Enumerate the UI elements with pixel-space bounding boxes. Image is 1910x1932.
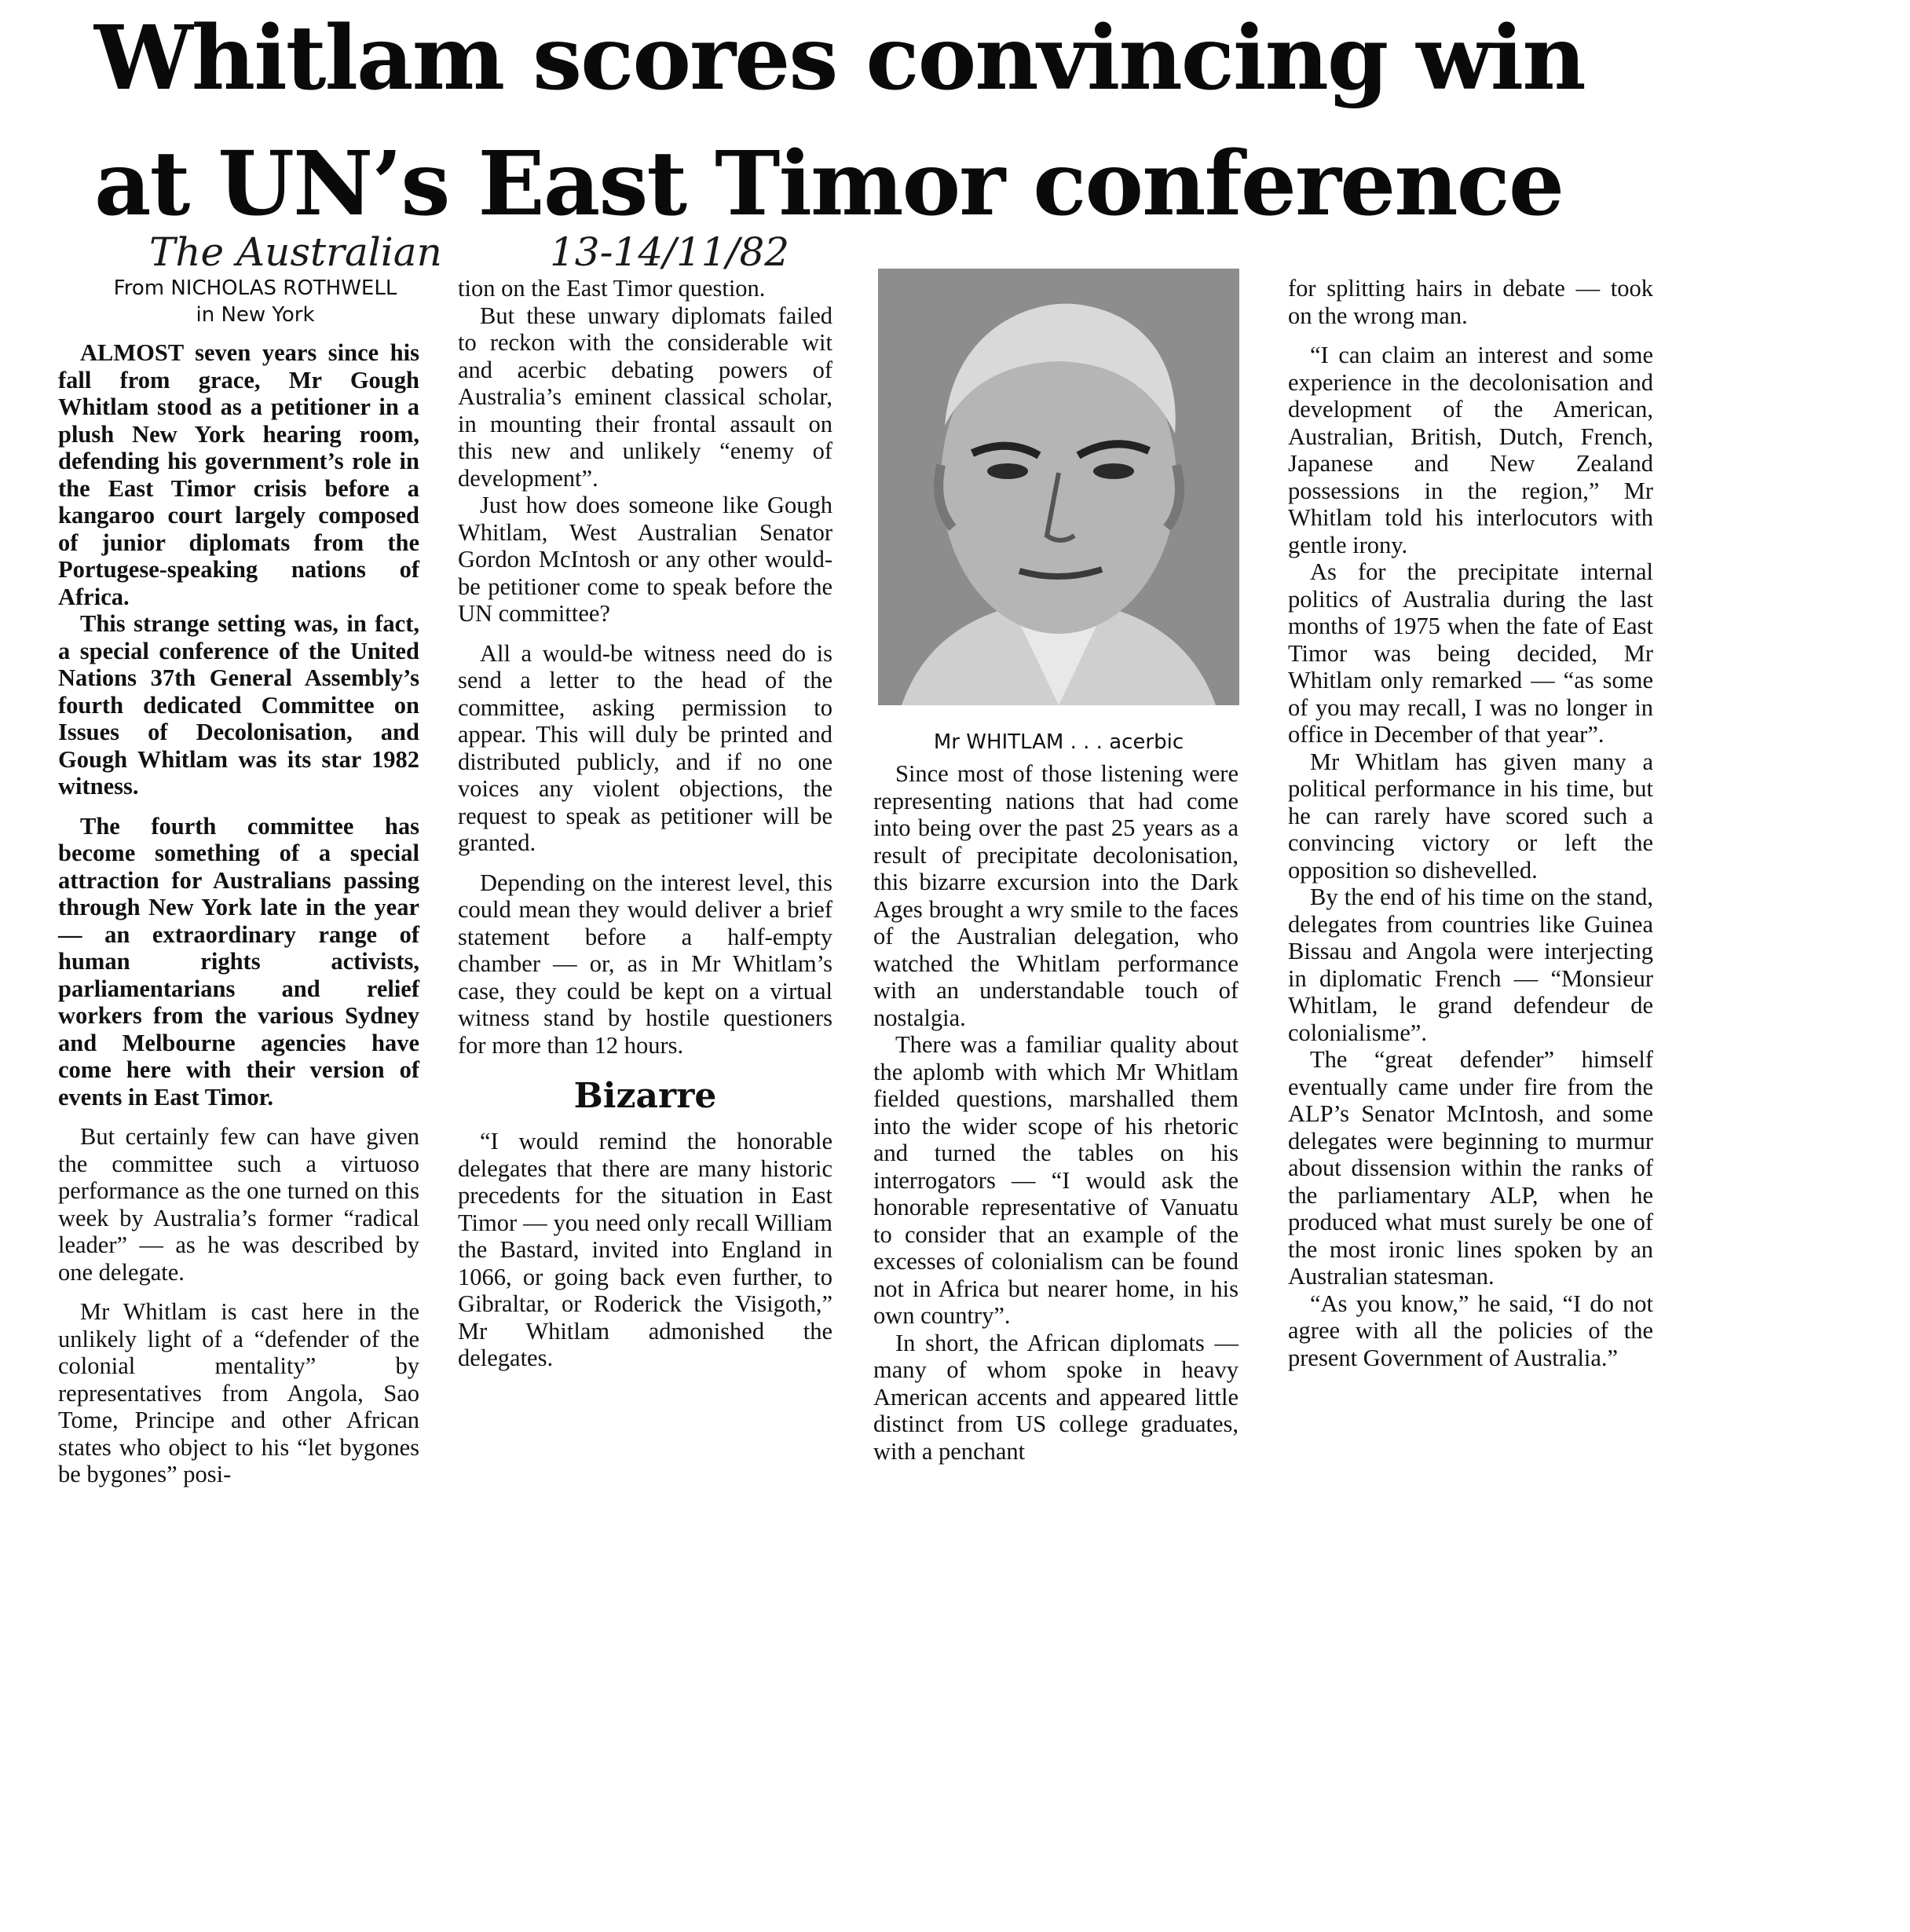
paragraph: Just how does someone like Gough Whitlam, West Australian Senator Gordon McIntosh or any other would-be petitioner come to speak before the UN committee?	[458, 492, 832, 627]
paragraph: Depending on the interest level, this could mean they would deliver a brief statement before a half-empty chamber — or, as in Mr Whitlam’s case, they could be kept on a virtual witness stand by hostile questioners for more than 12 hours.	[458, 869, 832, 1059]
paragraph: There was a familiar quality about the aplomb with which Mr Whitlam fielded questions, marshalled them into the wider scope of his rhetoric and turned the tables on his interrogators — “I would ask the honorable representative of Vanuatu to consider that an example of the excesses of colonialism can be found not in Africa but nearer home, in his own country”.	[873, 1031, 1239, 1329]
byline	[86, 275, 424, 328]
handwritten-date-note: 13-14/11/82	[550, 229, 790, 275]
paragraph: But certainly few can have given the committee such a virtuoso performance as the one turned on this week by Australia’s former “radical leader” — as he was described by one delegate.	[58, 1123, 419, 1286]
paragraph: This strange setting was, in fact, a special conference of the United Nations 37th General Assembly’s fourth dedicated Committee on Issues of Decolonisation, and Gough Whitlam was its star 1982 witness.	[58, 610, 419, 800]
article-column-2	[458, 275, 832, 1372]
article-column-1	[58, 339, 419, 1488]
paragraph: By the end of his time on the stand, delegates from countries like Guinea Bissau and Angola were interjecting in diplomatic French — “Monsieur Whitlam, le grand defendeur de colonialisme”.	[1288, 884, 1653, 1046]
paragraph: “I can claim an interest and some experience in the decolonisation and development of the American, Australian, British, Dutch, French, Japanese and New Zealand possessions in the region,” Mr Whitlam told his interlocutors with gentle irony.	[1288, 342, 1653, 558]
headline-line-2: at UN’s East Timor conference	[94, 133, 1564, 236]
paragraph: But these unwary diplomats failed to reckon with the considerable wit and acerbic debating powers of Australia’s eminent classical scholar, in mounting their frontal assault on this new and unlikely “enemy of development”.	[458, 302, 832, 492]
byline-location: in New York	[196, 303, 315, 327]
paragraph: Mr Whitlam has given many a political performance in his time, but he can rarely have scored such a convincing victory or left the opposition so dishevelled.	[1288, 748, 1653, 884]
paragraph: Mr Whitlam is cast here in the unlikely light of a “defender of the colonial mentality” by representatives from Angola, Sao Tome, Principe and other African states who object to his “let bygones be bygones” posi-	[58, 1298, 419, 1487]
paragraph: “I would remind the honorable delegates that there are many historic precedents for the situation in East Timor — you need only recall William the Bastard, invited into England in 1066, or going back even further, to Gibraltar, or Roderick the Visigoth,” Mr Whitlam admonished the delegates.	[458, 1128, 832, 1371]
paragraph: The “great defender” himself eventually came under fire from the ALP’s Senator McIntosh, and some delegates were beginning to murmur about dissension within the ranks of the parliamentary ALP, when he produced what must surely be one of the most ironic lines spoken by an Australian statesman.	[1288, 1046, 1653, 1290]
photo-caption: Mr WHITLAM . . . acerbic	[933, 730, 1184, 754]
paragraph: tion on the East Timor question.	[458, 275, 766, 302]
handwritten-source-note: The Australian	[149, 229, 442, 275]
paragraph: for splitting hairs in debate — took on the wrong man.	[1288, 275, 1653, 329]
byline-author: From NICHOLAS ROTHWELL	[113, 276, 397, 300]
paragraph: Since most of those listening were representing nations that had come into being over the past 25 years as a result of precipitate decolonisation, this bizarre excursion into the Dark Ages brought a wry smile to the faces of the Australian delegation, who watched the Whitlam performance with an understandable touch of nostalgia.	[873, 760, 1239, 1031]
portrait-photo	[878, 269, 1239, 705]
paragraph: As for the precipitate internal politics of Australia during the last months of 1975 when the fate of East Timor was being decided, Mr Whitlam only remarked — “as some of you may recall, I was no longer in office in December of that year”.	[1288, 558, 1653, 748]
paragraph: In short, the African diplomats — many of whom spoke in heavy American accents and appeared little distinct from US college graduates, with a penchant	[873, 1329, 1239, 1465]
subheading: Bizarre	[573, 1076, 717, 1116]
article-column-4	[1288, 275, 1653, 1371]
article-column-3	[873, 760, 1239, 1465]
paragraph: ALMOST seven years since his fall from grace, Mr Gough Whitlam stood as a petitioner in a plush New York hearing room, defending his government’s role in the East Timor crisis before a kangaroo court largely composed of junior diplomats from the Portugese-speaking nations of Africa.	[58, 339, 419, 610]
paragraph: “As you know,” he said, “I do not agree with all the policies of the present Government of Australia.”	[1288, 1290, 1653, 1371]
headline-line-1: Whitlam scores convincing win	[94, 7, 1585, 110]
paragraph: All a would-be witness need do is send a letter to the head of the committee, asking permission to appear. This will duly be printed and distributed publicly, and if no one voices any violent objections, the request to speak as petitioner will be granted.	[458, 639, 832, 856]
paragraph: The fourth committee has become something of a special attraction for Australians passing through New York late in the year — an extraordinary range of human rights activists, parliamentarians and relief workers from the various Sydney and Melbourne agencies have come here with their version of events in East Timor.	[58, 812, 419, 1111]
